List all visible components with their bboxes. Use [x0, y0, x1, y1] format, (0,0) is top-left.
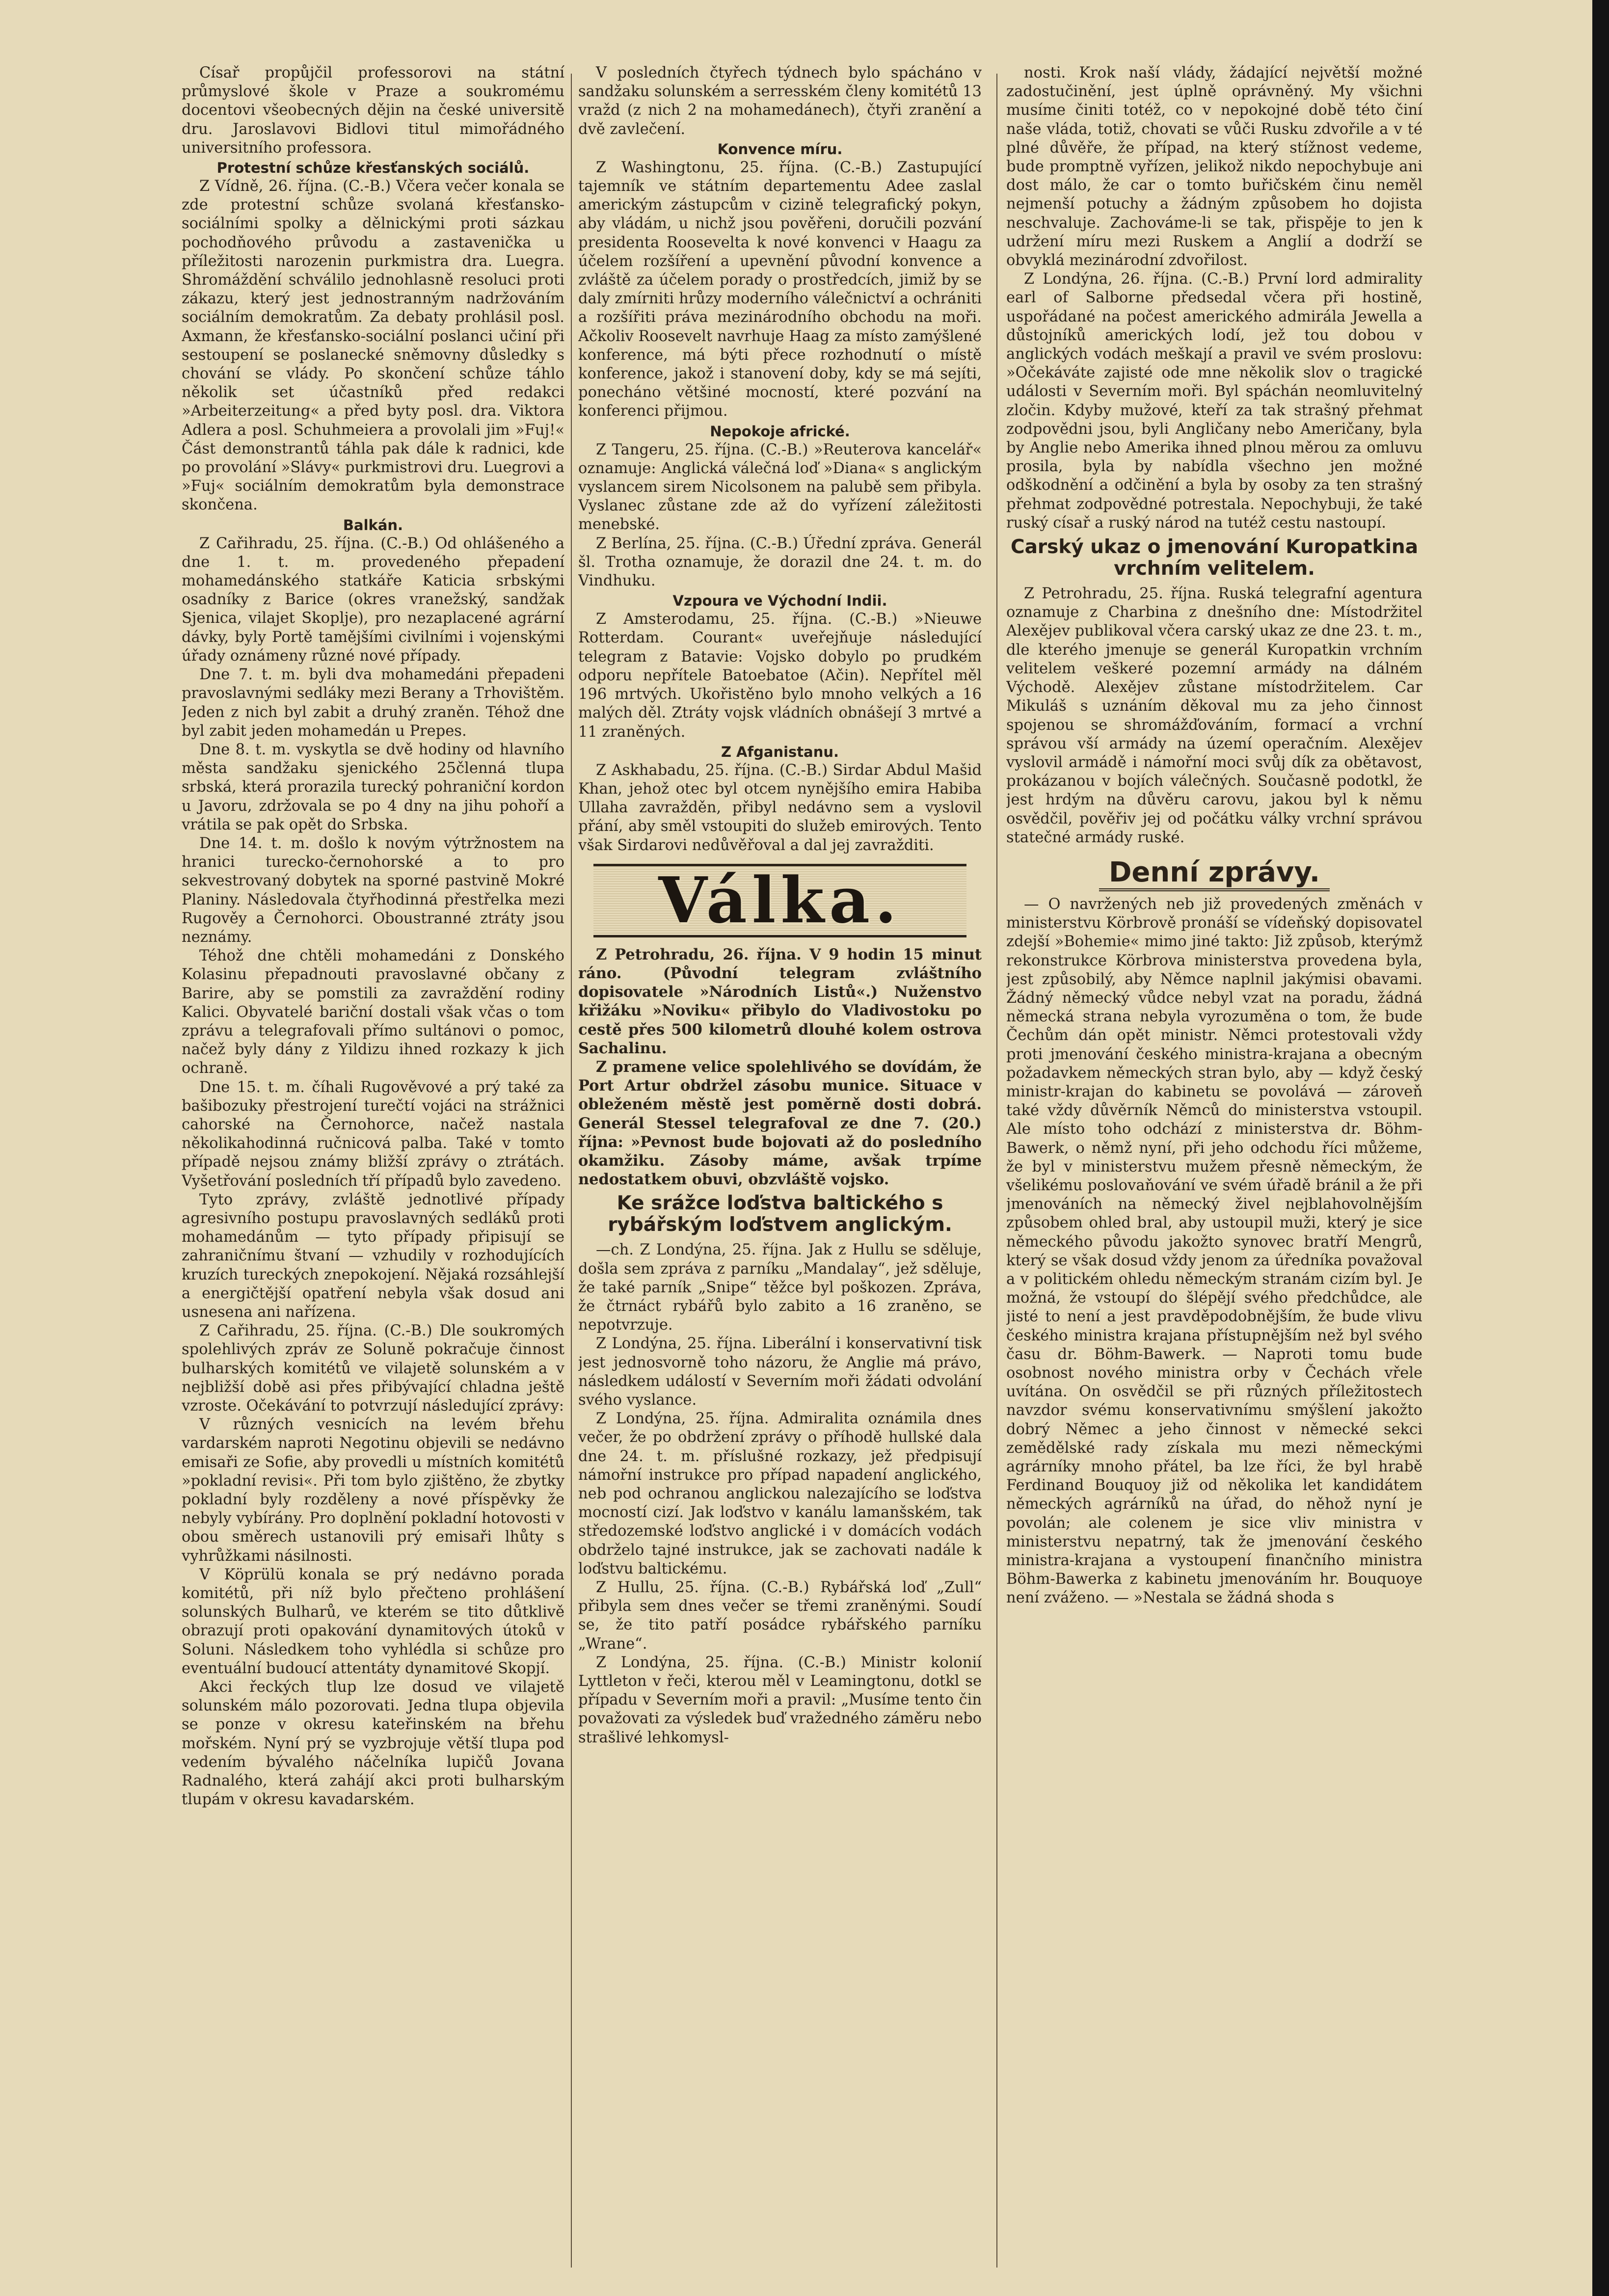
- article-paragraph: Z Amsterodamu, 25. října. (C.-B.) »Nieuwe Rotterdam. Courant« uveřejňuje následující telegram z Batavie: Vojsko dobylo po prudkém odporu nepřítele Batoebatoe (Ačin). Nepřítel měl 196 mrtvých. Ukořistěno bylo mnoho velkých a 16 malých děl. Ztráty vojsk vládních obnášejí 3 mrtvé a 11 zraněných.: [578, 611, 982, 741]
- article-paragraph: Téhož dne chtěli mohamedáni z Donského Kolasinu přepadnouti pravoslavné občany z Barire, aby se pomstili za zavraždění rodiny Kalici. Obyvatelé bariční dostali však včas o tom zprávu a telegrafovali přímo sultánovi o pomoc, načež byly dány z Yildizu ihned rozkazy k jich ochraně.: [182, 947, 564, 1077]
- article-paragraph: Z Vídně, 26. října. (C.-B.) Včera večer konala se zde protestní schůze svolaná křesťansko-sociálními spolky a dělnickými proti sázkau pochodňového průvodu a zastavenička u příležitosti narozenin purkmistra dra. Luegra. Shromáždění schválilo jednohlasně resoluci proti zákazu, který jest jednostranným nadržováním sociálním demokratům. Za debaty prohlásil posl. Axmann, že křesťansko-sociální poslanci učiní při sestoupení se poslanecké sněmovny důsledky s chování se vlády. Po skončení schůze táhlo několik set účastníků před redakci »Arbeiterzeitung« a před byty posl. dra. Viktora Adlera a posl. Schuhmeiera a provolali jim »Fuj!« Část demonstrantů táhla pak dále k radnici, kde po provolání »Slávy« purkmistrovi dru. Luegrovi a »Fuj« sociálním demokratům byla demonstrace skončena.: [182, 178, 564, 514]
- article-paragraph: Z Tangeru, 25. října. (C.-B.) »Reuterova kancelář« oznamuje: Anglická válečná loď »Diana« s anglickým vyslancem sirem Nicolsonem na palubě sem přibyla. Vyslanec zůstane zde až do vyřízení záležitosti menebské.: [578, 441, 982, 534]
- section-heading: Ke srážce loďstva baltického s rybářským loďstvem anglickým.: [608, 1192, 952, 1236]
- article-paragraph: —ch. Z Londýna, 25. října. Jak z Hullu se sděluje, došla sem zpráva z parníku „Mandalay“, jež sděluje, že také parník „Snipe“ těžce byl poškozen. Zpráva, že čtrnáct rybářů bylo zabito a 16 zraněno, se nepotvrzuje.: [578, 1241, 982, 1334]
- section-heading: Vzpoura ve Východní Indii.: [672, 592, 887, 610]
- section-heading: Z Afganistanu.: [721, 743, 839, 760]
- article-paragraph: Z Hullu, 25. října. (C.-B.) Rybářská loď „Zull“ přibyla sem dnes večer se třemi zraněnými. Soudí se, že tito patří posádce rybářského parníku „Wrane“.: [578, 1579, 982, 1653]
- section-heading: Nepokoje africké.: [710, 423, 850, 440]
- article-paragraph: Z Washingtonu, 25. října. (C.-B.) Zastupující tajemník ve státním departementu Adee zaslal americkým zástupcům v cizině telegrafický pokyn, aby vládám, u nichž jsou pověřeni, doručili pozvání presidenta Roosevelta k nové konvenci v Haagu za účelem rozšíření a upevnění původní konvence a zvláště za účelem porady o prostředcích, jimiž by se daly zmírniti hrůzy moderního válečnictví a ochrániti a rozšířiti práva mezinárodního obchodu na moři. Ačkoliv Roosevelt navrhuje Haag za místo zamýšlené konference, má býti přece rozhodnutí o místě konference, jakož i stanovení doby, kdy se má sejíti, ponecháno většiné mocností, které pozvání na konferenci přijmou.: [578, 159, 982, 420]
- article-paragraph: — O navržených neb již provedených změnách v ministerstvu Körbrově pronáší se vídeňský dopisovatel zdejší »Bohemie« mimo jiné takto: Již způsob, kterýmž rekonstrukce Körbrova ministerstva provedena byla, jest způsobilý, aby Němce naplnil jakýmisi obavami. Žádný německý vůdce nebyl vzat na poradu, žádná německá strana nebyla vyrozuměna o tom, že bude Čechům dán opět ministr. Němci protestovali vždy proti jmenování českého ministra-krajana a obecným požadavkem německých stran bylo, aby — když český ministr-krajan do kabinetu se povolává — zároveň také vždy důvěrník Němců do ministerstva vstoupil. Ale místo toho odchází z ministerstva dr. Böhm-Bawerk, o němž nyní, při jeho odchodu říci můžeme, že byl v ministerstvu mužem přesně německým, že všelikému poslovaňování ve svém úřadě bránil a že při jmenováních na německý živel nejblahovolnějším způsobem ohled bral, aby ustoupil muži, který je sice německého původu jakožto synovec bratří Mengrů, který se však dosud vždy jenom za úředníka považoval a v politickém ohledu německým stranám cizím byl. Je možná, že vstoupí do šlépějí svého předchůdce, ale jisté to není a jest pravděpodobnějším, že bude vlivu českého ministra krajana přístupnějším než byl svého času dr. Böhm-Bawerk. — Naproti tomu bude osobnost nového ministra orby v Čechách vřele uvítána. On osvědčil se při různých příležitostech navzdor svému konservativnímu smýšlení jakožto dobrý Němec a jeho činnost v německé sekci zemědělské rady získala mu mezi německými agrárníky mnoho přátel, ba lze říci, že byl hrabě Ferdinand Bouquoy již od několika let kandidátem německých agrárníků na úřad, do něhož nyní je povolán; ale colenem je sice vliv ministra v ministerstvu nepatrný, tak že jmenování českého ministra-krajana a vystoupení finančního ministra Böhm-Bawerka z kabinetu jmenováním hr. Bouquoye není zváženo. — »Nestala se žádná shoda s: [1006, 895, 1422, 1607]
- war-banner: [593, 864, 966, 937]
- article-paragraph: Z Cařihradu, 25. října. (C.-B.) Od ohlášeného a dne 1. t. m. provedeného přepadení mohamedánského statkáře Katicia srbskými osadníky z Barice (okres vranežský, sandžak Sjenica, vilajet Skoplje), pro nezaplacené agrární dávky, byly Portě tamějšími civilními i vojenskými úřady oznámeny různé nové případy.: [182, 534, 564, 665]
- article-paragraph: Z Londýna, 25. října. Admiralita oznámila dnes večer, že po obdržení zprávy o příhodě hullské dala dne 24. t. m. příslušné rozkazy, jež předpisují námořní instrukce pro případ napadení anglického, neb pod ochranou anglickou nalezajícího se loďstva mocností cizí. Jak loďstvo v kanálu lamanšském, tak středozemské loďstvo anglické i v domácích vodách obdrželo tajné instrukce, jak se zachovati nadále k loďstvu baltickému.: [578, 1410, 982, 1577]
- article-paragraph: Tyto zprávy, zvláště jednotlivé případy agresivního postupu pravoslavných sedláků proti mohamedánům — tyto případy připisují se zahraničnímu štvaní — vzhudily v rozhodujících kruzích tureckých znepokojení. Nějaká rozsáhlejší a energičtější opatření nebyla však dosud ani usnesena ani nařízena.: [182, 1191, 564, 1321]
- section-heading: Protestní schůze křesťanských sociálů.: [216, 160, 530, 177]
- article-paragraph: Z Petrohradu, 25. října. Ruská telegrafní agentura oznamuje z Charbina z dnešního dne: Místodržitel Alexějev publikoval včera carský ukaz ze dne 23. t. m., dle kterého jmenuje se generál Kuropatkin vrchním velitelem veškeré pozemní armády na dálném Východě. Alexějev zůstane místodržitelem. Car Mikuláš s uznáním děkoval mu za jeho činnost spojenou se shromážďováním, formací a vrchní správou vší armády na území operačním. Alexějev vyslovil armádě i námořní moci svůj dík za obětavost, prokázanou v bojích válečných. Současně podotkl, že jest hrdým na důvěru carovu, jakou byl k němu osvědčil, pověřiv jej od počátku války vrchní správou statečné armády ruské.: [1006, 585, 1422, 846]
- article-paragraph: Z Londýna, 25. října. (C.-B.) Ministr kolonií Lyttleton v řeči, kterou měl v Leamingtonu, dotkl se případu v Severním moři a pravil: „Musíme tento čin považovati za výsledek buď vražedného záměru nebo strašlivé lehkomysl-: [578, 1654, 982, 1746]
- article-paragraph: Dne 14. t. m. došlo k novým výtržnostem na hranici turecko-černohorské a to pro sekvestrovaný dobytek na sporné pastvině Mokré Planiny. Následovala čtyřhodinná přestřelka mezi Rugověy a Černohorci. Oboustranné ztráty jsou neznámy.: [182, 834, 564, 946]
- daily-news-heading: [1006, 857, 1422, 888]
- column-left: [182, 64, 564, 2282]
- article-paragraph: nosti. Krok naší vlády, žádající největší možné zadostučinění, jest úplně oprávněný. My všichni musíme činiti totéž, co v nepokojné době této činí naše vláda, totiž, chovati se vůči Rusku zdvořile a v té plné důvěře, že případ, na který stížnost vedeme, bude promptně vyřízen, jelikož nikdo nepochybuje ani dost málo, že car o tomto buřičském činu neměl nejmenší potuchy a žádným způsobem ho dojista neschvaluje. Zachováme-li se tak, přispěje to jen k udržení míru mezi Ruskem a Anglií a dodrží se obvyklá mezinárodní zdvořilost.: [1006, 64, 1422, 269]
- section-heading: Konvence míru.: [717, 140, 843, 158]
- article-paragraph: Akci řeckých tlup lze dosud ve vilajetě solunském málo pozorovati. Jedna tlupa objevila se ponze v okresu kateřinském na břehu mořském. Nyní prý se vyzbrojuje větší tlupa pod vedením bývalého náčelníka lupičů Jovana Radnalého, která zahájí akci proti bulharským tlupám v okresu kavadarském.: [182, 1679, 564, 1809]
- section-heading: Carský ukaz o jmenování Kuropatkina vrchním velitelem.: [1010, 536, 1419, 580]
- war-banner-title: Válka.: [658, 863, 902, 937]
- column-rule: [996, 74, 997, 2268]
- article-paragraph: Z Petrohradu, 26. října. V 9 hodin 15 minut ráno. (Původní telegram zvláštního dopisovatele »Národních Listů«.) Nuženstvo křižáku »Noviku« přibylo do Vladivostoku po cestě přes 500 kilometrů dlouhé kolem ostrova Sachalinu.: [578, 945, 982, 1057]
- column-rule: [571, 74, 572, 2268]
- article-paragraph: V Köprülü konala se prý nedávno porada komitétů, při níž bylo přečteno prohlášení solunských Bulharů, ve kterém se tito důtklivě obrazují proti opakování dynamitových útoků v Soluni. Následkem toho vyhlédla si schůze pro eventuální budoucí attentáty dynamitové Skopjí.: [182, 1566, 564, 1677]
- article-paragraph: Z Londýna, 26. října. (C.-B.) První lord admirality earl of Salborne předsedal včera při hostině, uspořádané na počest amerického admirála Jewella a důstojníků amerických lodí, jež tou dobou v anglických vodách meškají a pravil ve svém proslovu: »Očekáváte zajisté ode mne několik slov o tragické události v Severním moři. Byl spáchán neomluvitelný zločin. Kdyby mužové, kteří za tak strašný přehmat zodpovědni jsou, byli Angličany nebo Američany, byla by Anglie nebo Amerika ihned plnou měrou za omluvu prosila, byla by nabídla všechno jen možné odškodnění a odčinění a byla by osoby za ten strašný přehmat zodpovědné potrestala. Nepochybuji, že také ruský císař a ruský národ na tutéž cestu nastoupí.: [1006, 270, 1422, 532]
- daily-news-title: Denní zprávy.: [1099, 856, 1330, 891]
- article-paragraph: Dne 8. t. m. vyskytla se dvě hodiny od hlavního města sandžaku sjenického 25členná tlupa srbská, která prorazila turecký pohraniční kordon u Javoru, zdržovala se po 4 dny na jihu pohoří a vrátila se pak opět do Srbska.: [182, 741, 564, 833]
- article-paragraph: V různých vesnicích na levém břehu vardarském naproti Negotinu objevili se nedávno emisaři ze Sofie, aby provedli u místních komitétů »pokladní revisi«. Při tom bylo zjištěno, že zbytky pokladní byly rozděleny a nové příspěvky že nebyly vybírány. Pro doplnění pokladní hotovosti v obou směrech ustanovili prý emisaři lhůty s vyhrůžkami násilnosti.: [182, 1416, 564, 1565]
- article-paragraph: V posledních čtyřech týdnech bylo spácháno v sandžaku solunském a serresském členy komitétů 13 vražd (z nich 2 na mohamedánech), čtyři zranění a dvě zavlečení.: [578, 64, 982, 138]
- article-paragraph: Z Askhabadu, 25. října. (C.-B.) Sirdar Abdul Mašid Khan, jehož otec byl otcem nynějšího emira Habiba Ullaha zavražděn, přibyl nedávno sem a vyslovil přání, aby směl vstoupiti do služeb emirových. Tento však Sirdarovi nedůvěřoval a dal jej zavražditi.: [578, 761, 982, 854]
- section-heading: Balkán.: [343, 516, 403, 534]
- article-paragraph: Dne 15. t. m. číhali Rugověvové a prý také za bašibozuky přestrojení turečtí vojáci na strážnici cahorské na Černohorce, načež nastala několikahodinná ručnicová palba. Také v tomto případě nejsou známy bližší zprávy o ztrátách. Vyšetřování posledních tří případů bylo zavedeno.: [182, 1078, 564, 1190]
- article-paragraph: Z pramene velice spolehlivého se dovídám, že Port Artur obdržel zásobu munice. Situace v obleženém městě jest poměrně dosti dobrá. Generál Stessel telegrafoval ze dne 7. (20.) října: »Pevnost bude bojovati až do posledního okamžiku. Zásoby máme, avšak trpíme nedostatkem obuvi, obzvláště vojsko.: [578, 1058, 982, 1189]
- column-right: [1006, 64, 1422, 2282]
- scan-edge: [1592, 0, 1609, 2296]
- column-middle: [578, 64, 982, 2282]
- article-paragraph: Císař propůjčil professorovi na státní průmyslové škole v Praze a soukromému docentovi všeobecných dějin na české universitě dru. Jaroslavovi Bidlovi titul mimořádného universitního professora.: [182, 64, 564, 157]
- article-paragraph: Z Berlína, 25. října. (C.-B.) Úřední zpráva. Generál šl. Trotha oznamuje, že dorazil dne 24. t. m. do Vindhuku.: [578, 534, 982, 590]
- article-paragraph: Dne 7. t. m. byli dva mohamedáni přepadeni pravoslavnými sedláky mezi Berany a Trhovištěm. Jeden z nich byl zabit a druhý zraněn. Téhož dne byl zabit jeden mohamedán u Prepes.: [182, 666, 564, 740]
- article-paragraph: Z Cařihradu, 25. října. (C.-B.) Dle soukromých spolehlivých zpráv ze Soluně pokračuje činnost bulharských komitétů ve vilajetě solunském a v nejbližší době asi přes přibývající chladna ještě vzroste. Očekávání to potvrzují následující zprávy:: [182, 1322, 564, 1415]
- article-paragraph: Z Londýna, 25. října. Liberální i konservativní tisk jest jednosvorně toho názoru, že Anglie má právo, následkem událostí v Severním moři žádati odvolání svého vyslance.: [578, 1335, 982, 1409]
